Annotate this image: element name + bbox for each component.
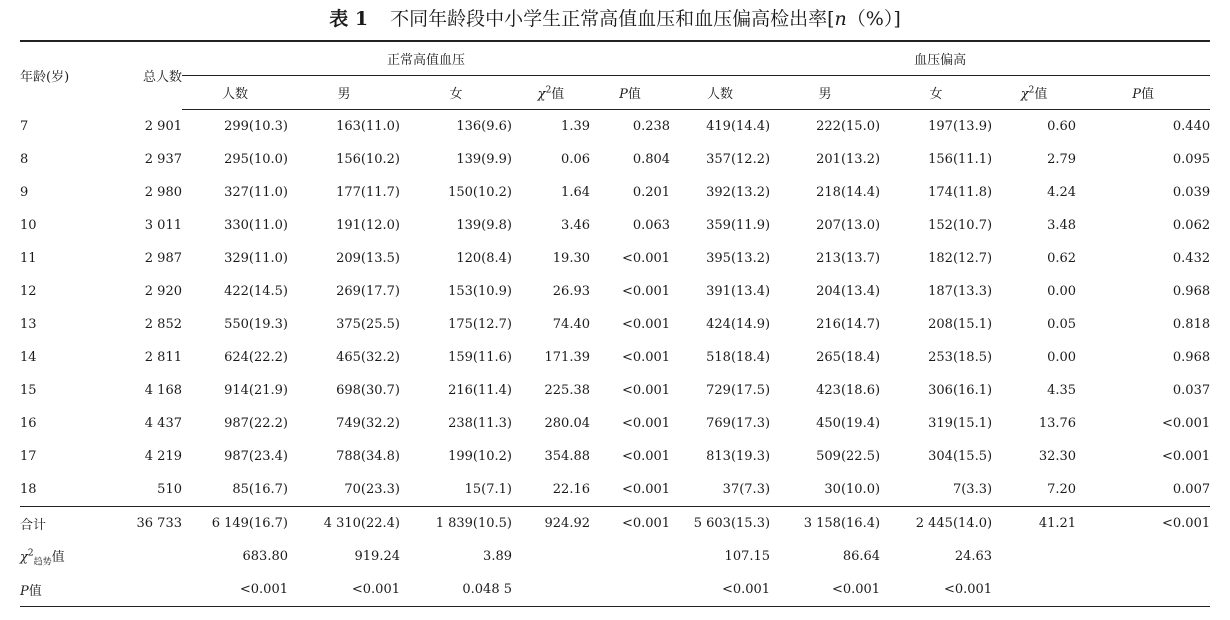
cell-female: 150(10.2) bbox=[448, 185, 512, 200]
cell-chi: 1.64 bbox=[561, 185, 590, 200]
cell-female-2: 306(16.1) bbox=[928, 383, 993, 398]
cell-p: <0.001 bbox=[590, 507, 670, 541]
cell-female-2: 7(3.3) bbox=[952, 482, 993, 497]
col-chi-header-2: $\chi^2$值 bbox=[992, 76, 1076, 110]
trend-people-2: 107.15 bbox=[724, 549, 771, 564]
trend-row bbox=[20, 540, 1210, 573]
cell-people: 422(14.5) bbox=[224, 284, 288, 299]
pvalue-people-2: <0.001 bbox=[670, 573, 770, 607]
cell-chi: 924.92 bbox=[512, 507, 590, 541]
cell-chi: 171.39 bbox=[544, 350, 590, 365]
cell-male: 191(12.0) bbox=[336, 218, 400, 233]
table-row bbox=[20, 473, 1210, 507]
trend-male: 919.24 bbox=[354, 549, 400, 564]
cell-male: 698(30.7) bbox=[336, 383, 400, 398]
cell-total: 4 219 bbox=[144, 449, 182, 464]
cell-female: 199(10.2) bbox=[448, 449, 512, 464]
cell-people: 299(10.3) bbox=[224, 119, 288, 134]
table-title bbox=[0, 4, 1230, 31]
cell-female: 175(12.7) bbox=[448, 317, 512, 332]
cell-p-2: 0.432 bbox=[1172, 251, 1211, 266]
table-row bbox=[20, 209, 1210, 242]
col-male-header: 男 bbox=[288, 76, 400, 110]
cell-female: 136(9.6) bbox=[456, 119, 512, 134]
cell-people-2: 518(18.4) bbox=[706, 350, 771, 365]
cell-chi-2: 4.35 bbox=[1047, 383, 1077, 398]
trend-people: 683.80 bbox=[242, 549, 288, 564]
cell-female: 139(9.9) bbox=[456, 152, 512, 167]
cell-male: 4 310(22.4) bbox=[288, 507, 400, 541]
data-table bbox=[20, 40, 1210, 607]
cell-chi-2: 2.79 bbox=[1047, 152, 1077, 167]
cell-chi-2: 13.76 bbox=[1038, 416, 1077, 431]
cell-age: 12 bbox=[20, 284, 37, 299]
cell-people-2: 419(14.4) bbox=[706, 119, 771, 134]
pvalue-female: 0.048 5 bbox=[400, 573, 512, 607]
cell-p-2: 0.039 bbox=[1172, 185, 1211, 200]
cell-people: 624(22.2) bbox=[224, 350, 288, 365]
cell-people: 295(10.0) bbox=[224, 152, 288, 167]
cell-p: <0.001 bbox=[621, 284, 671, 299]
cell-total: 2 980 bbox=[144, 185, 182, 200]
cell-people: 327(11.0) bbox=[224, 185, 288, 200]
cell-people-2: 357(12.2) bbox=[706, 152, 771, 167]
cell-female-2: 319(15.1) bbox=[928, 416, 993, 431]
cell-p-2: 0.968 bbox=[1172, 350, 1211, 365]
cell-male-2: 204(13.4) bbox=[816, 284, 881, 299]
table-caption-n: n bbox=[834, 8, 847, 30]
col-people-header: 人数 bbox=[182, 76, 288, 110]
cell-age: 16 bbox=[20, 416, 37, 431]
cell-chi-2: 0.00 bbox=[1047, 350, 1077, 365]
cell-age: 14 bbox=[20, 350, 37, 365]
cell-male-2: 30(10.0) bbox=[824, 482, 881, 497]
cell-female-2: 187(13.3) bbox=[928, 284, 993, 299]
cell-people: 550(19.3) bbox=[224, 317, 288, 332]
cell-p-2: 0.818 bbox=[1172, 317, 1211, 332]
cell-total: 3 011 bbox=[144, 218, 182, 233]
table-row bbox=[20, 110, 1210, 144]
cell-male: 749(32.2) bbox=[336, 416, 400, 431]
cell-total: 510 bbox=[157, 482, 182, 497]
cell-age: 7 bbox=[20, 118, 29, 134]
cell-female-2: 253(18.5) bbox=[928, 350, 993, 365]
cell-people-2: 391(13.4) bbox=[706, 284, 771, 299]
cell-female-2: 2 445(14.0) bbox=[880, 507, 992, 541]
cell-chi-2: 0.05 bbox=[1047, 317, 1077, 332]
cell-male-2: 222(15.0) bbox=[816, 119, 881, 134]
cell-people: 329(11.0) bbox=[224, 251, 288, 266]
header-row-cols bbox=[20, 76, 1210, 110]
cell-p: <0.001 bbox=[621, 350, 671, 365]
cell-female: 238(11.3) bbox=[448, 416, 512, 431]
group-elevated-header: 血压偏高 bbox=[670, 41, 1210, 76]
cell-p-2: 0.007 bbox=[1172, 482, 1211, 497]
cell-p: <0.001 bbox=[621, 383, 671, 398]
pvalue-female-2: <0.001 bbox=[880, 573, 992, 607]
cell-chi: 3.46 bbox=[561, 218, 590, 233]
cell-male: 788(34.8) bbox=[336, 449, 400, 464]
trend-male-2: 86.64 bbox=[842, 549, 881, 564]
cell-chi-2: 0.00 bbox=[1047, 284, 1077, 299]
col-male-header-2: 男 bbox=[770, 76, 880, 110]
cell-chi-2: 7.20 bbox=[1047, 482, 1077, 497]
cell-chi: 0.06 bbox=[561, 152, 590, 167]
cell-people: 987(23.4) bbox=[224, 449, 288, 464]
cell-people: 85(16.7) bbox=[232, 482, 288, 497]
cell-p: <0.001 bbox=[621, 416, 671, 431]
cell-male-2: 3 158(16.4) bbox=[770, 507, 880, 541]
cell-female-2: 304(15.5) bbox=[928, 449, 993, 464]
pvalue-people: <0.001 bbox=[182, 573, 288, 607]
cell-chi: 225.38 bbox=[544, 383, 590, 398]
cell-male: 375(25.5) bbox=[336, 317, 400, 332]
trend-female-2: 24.63 bbox=[954, 549, 993, 564]
cell-male: 269(17.7) bbox=[336, 284, 400, 299]
cell-people-2: 37(7.3) bbox=[722, 482, 771, 497]
cell-p: 0.238 bbox=[632, 119, 671, 134]
cell-total: 2 852 bbox=[144, 317, 182, 332]
cell-male: 156(10.2) bbox=[336, 152, 400, 167]
group-normal-high-header: 正常高值血压 bbox=[182, 41, 670, 76]
cell-male-2: 265(18.4) bbox=[816, 350, 881, 365]
table-row bbox=[20, 341, 1210, 374]
cell-chi-2: 0.62 bbox=[1047, 251, 1077, 266]
cell-age: 合计 bbox=[20, 507, 120, 541]
cell-total: 2 811 bbox=[144, 350, 182, 365]
cell-chi-2: 3.48 bbox=[1047, 218, 1077, 233]
cell-people: 6 149(16.7) bbox=[182, 507, 288, 541]
cell-age: 15 bbox=[20, 383, 37, 398]
cell-female-2: 156(11.1) bbox=[928, 152, 993, 167]
cell-p-2: 0.037 bbox=[1172, 383, 1211, 398]
total-row bbox=[20, 507, 1210, 541]
cell-people: 987(22.2) bbox=[224, 416, 288, 431]
trend-female: 3.89 bbox=[483, 549, 512, 564]
table-row bbox=[20, 440, 1210, 473]
trend-label: $\chi^2_{趋势}$值 bbox=[20, 548, 65, 568]
cell-chi: 280.04 bbox=[544, 416, 590, 431]
cell-total: 36 733 bbox=[120, 507, 182, 541]
table-label: 表 1 bbox=[329, 8, 369, 30]
cell-female: 153(10.9) bbox=[448, 284, 512, 299]
cell-total: 2 901 bbox=[144, 118, 182, 134]
pvalue-label: P值 bbox=[20, 573, 120, 607]
cell-chi-2: 0.60 bbox=[1047, 119, 1077, 134]
cell-chi: 1.39 bbox=[561, 119, 590, 134]
cell-chi: 26.93 bbox=[552, 284, 590, 299]
table-caption: 不同年龄段中小学生正常高值血压和血压偏高检出率[ bbox=[390, 8, 835, 30]
cell-male-2: 450(19.4) bbox=[816, 416, 881, 431]
cell-female-2: 208(15.1) bbox=[928, 317, 993, 332]
cell-chi: 354.88 bbox=[544, 449, 590, 464]
table-row bbox=[20, 176, 1210, 209]
cell-p-2: <0.001 bbox=[1162, 449, 1211, 464]
table-caption-pct: （%）] bbox=[846, 8, 901, 30]
cell-female: 216(11.4) bbox=[448, 383, 512, 398]
cell-age: 13 bbox=[20, 317, 37, 332]
col-total-header: 总人数 bbox=[120, 41, 182, 110]
col-female-header-2: 女 bbox=[880, 76, 992, 110]
cell-p-2: <0.001 bbox=[1076, 507, 1210, 541]
cell-male-2: 213(13.7) bbox=[816, 251, 881, 266]
cell-people-2: 392(13.2) bbox=[706, 185, 771, 200]
cell-male-2: 207(13.0) bbox=[816, 218, 881, 233]
cell-p: <0.001 bbox=[621, 482, 671, 497]
col-people-header-2: 人数 bbox=[670, 76, 770, 110]
cell-p-2: <0.001 bbox=[1162, 416, 1211, 431]
cell-chi: 22.16 bbox=[552, 482, 590, 497]
table-row bbox=[20, 242, 1210, 275]
cell-p: 0.201 bbox=[632, 185, 671, 200]
cell-p-2: 0.095 bbox=[1172, 152, 1211, 167]
cell-male-2: 201(13.2) bbox=[816, 152, 881, 167]
cell-p: <0.001 bbox=[621, 317, 671, 332]
cell-people-2: 769(17.3) bbox=[706, 416, 771, 431]
cell-chi-2: 41.21 bbox=[992, 507, 1076, 541]
cell-people-2: 813(19.3) bbox=[706, 449, 771, 464]
cell-p: 0.804 bbox=[632, 152, 671, 167]
cell-male: 163(11.0) bbox=[336, 119, 400, 134]
cell-total: 2 920 bbox=[144, 284, 182, 299]
table-row bbox=[20, 143, 1210, 176]
cell-male: 465(32.2) bbox=[336, 350, 400, 365]
cell-people-2: 424(14.9) bbox=[706, 317, 771, 332]
col-age-header: 年龄(岁) bbox=[20, 41, 120, 110]
cell-p: <0.001 bbox=[621, 251, 671, 266]
cell-total: 4 437 bbox=[144, 416, 182, 431]
cell-chi: 19.30 bbox=[552, 251, 590, 266]
pvalue-male-2: <0.001 bbox=[770, 573, 880, 607]
pvalue-row bbox=[20, 573, 1210, 607]
cell-total: 4 168 bbox=[144, 383, 182, 398]
cell-age: 11 bbox=[20, 251, 37, 266]
cell-chi-2: 4.24 bbox=[1047, 185, 1077, 200]
cell-female-2: 197(13.9) bbox=[928, 119, 993, 134]
cell-people-2: 729(17.5) bbox=[706, 383, 771, 398]
cell-age: 9 bbox=[20, 185, 29, 200]
col-p-header: P值 bbox=[590, 76, 670, 110]
cell-female: 120(8.4) bbox=[456, 251, 512, 266]
cell-female-2: 182(12.7) bbox=[928, 251, 993, 266]
cell-female: 1 839(10.5) bbox=[400, 507, 512, 541]
cell-age: 10 bbox=[20, 218, 37, 233]
table-row bbox=[20, 374, 1210, 407]
cell-female-2: 174(11.8) bbox=[928, 185, 993, 200]
cell-people: 330(11.0) bbox=[224, 218, 288, 233]
cell-chi-2: 32.30 bbox=[1038, 449, 1077, 464]
col-chi-header: $\chi^2$值 bbox=[512, 76, 590, 110]
cell-people: 914(21.9) bbox=[224, 383, 288, 398]
cell-male: 177(11.7) bbox=[336, 185, 400, 200]
pvalue-male: <0.001 bbox=[288, 573, 400, 607]
cell-age: 18 bbox=[20, 482, 37, 497]
cell-p-2: 0.440 bbox=[1172, 119, 1211, 134]
cell-p-2: 0.968 bbox=[1172, 284, 1211, 299]
cell-male: 209(13.5) bbox=[336, 251, 400, 266]
cell-people-2: 359(11.9) bbox=[706, 218, 771, 233]
cell-female: 159(11.6) bbox=[448, 350, 512, 365]
table-row bbox=[20, 308, 1210, 341]
cell-age: 8 bbox=[20, 152, 29, 167]
table-row bbox=[20, 407, 1210, 440]
cell-female: 15(7.1) bbox=[464, 482, 512, 497]
cell-age: 17 bbox=[20, 449, 37, 464]
cell-male-2: 218(14.4) bbox=[816, 185, 881, 200]
cell-total: 2 937 bbox=[144, 152, 182, 167]
cell-p-2: 0.062 bbox=[1172, 218, 1211, 233]
cell-male-2: 423(18.6) bbox=[816, 383, 881, 398]
cell-total: 2 987 bbox=[144, 251, 182, 266]
col-female-header: 女 bbox=[400, 76, 512, 110]
cell-people-2: 5 603(15.3) bbox=[670, 507, 770, 541]
cell-p: 0.063 bbox=[632, 218, 671, 233]
cell-male-2: 216(14.7) bbox=[816, 317, 881, 332]
cell-chi: 74.40 bbox=[552, 317, 590, 332]
cell-people-2: 395(13.2) bbox=[706, 251, 771, 266]
cell-male-2: 509(22.5) bbox=[816, 449, 881, 464]
header-row-groups bbox=[20, 41, 1210, 76]
cell-male: 70(23.3) bbox=[344, 482, 400, 497]
table-body bbox=[20, 110, 1210, 607]
table-row bbox=[20, 275, 1210, 308]
cell-p: <0.001 bbox=[621, 449, 671, 464]
cell-female: 139(9.8) bbox=[456, 218, 512, 233]
cell-female-2: 152(10.7) bbox=[928, 218, 993, 233]
col-p-header-2: P值 bbox=[1076, 76, 1210, 110]
